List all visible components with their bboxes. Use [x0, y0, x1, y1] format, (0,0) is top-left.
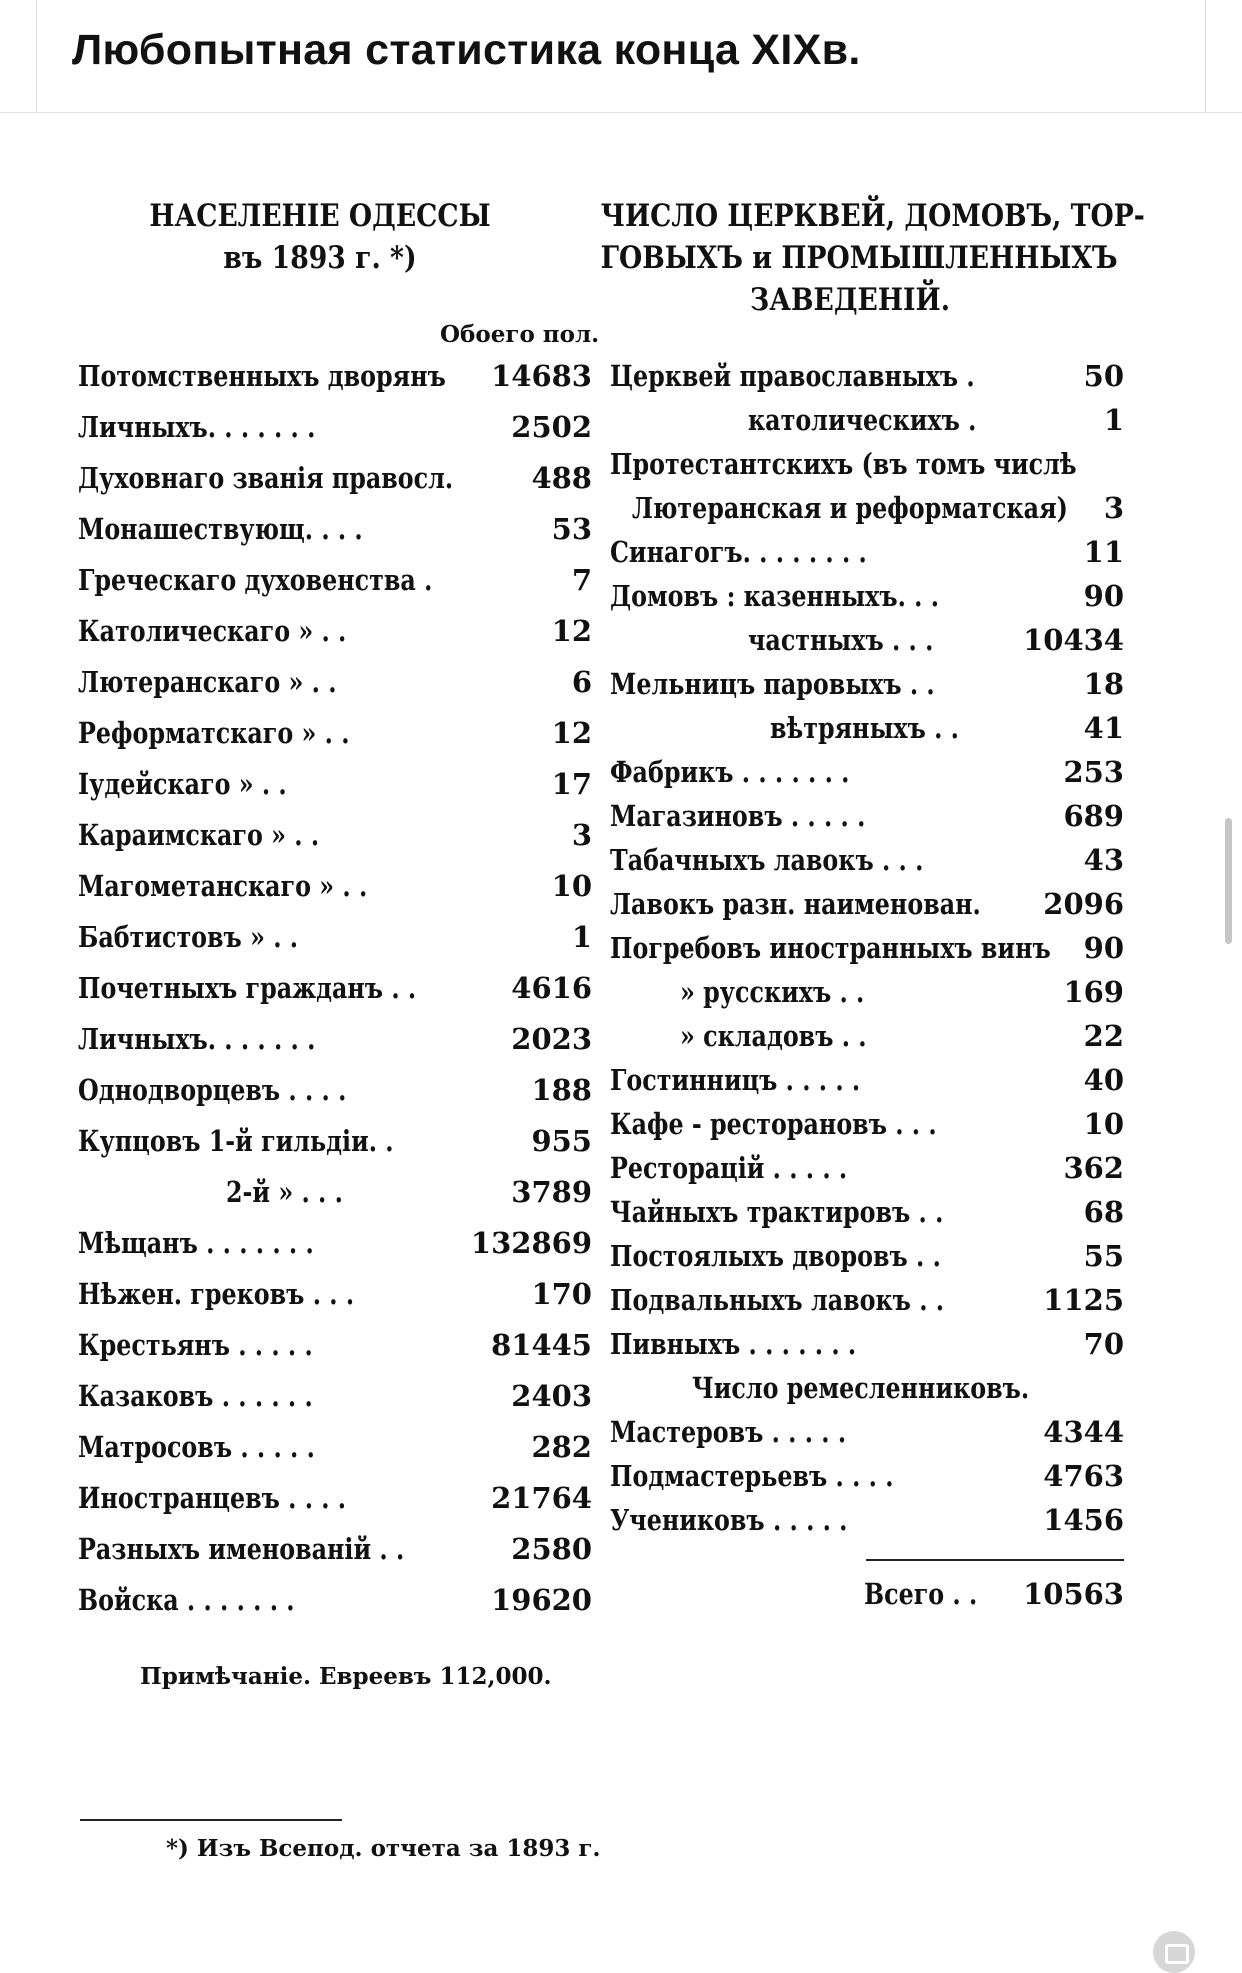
right-row-value: 169 — [1063, 975, 1124, 1009]
left-row-0 — [78, 359, 592, 403]
right-row-value: 90 — [1083, 931, 1124, 965]
right-row-label: » русскихъ . . — [680, 975, 865, 1009]
right-row-12 — [610, 887, 1124, 931]
footnote-separator — [80, 1819, 342, 1821]
right-row-label: Протестантскихъ (въ томъ числѣ — [610, 447, 1077, 481]
left-note: Примѣчаніе. Евреевъ 112,000. — [140, 1663, 552, 1690]
left-row-22 — [78, 1481, 592, 1525]
crafts-row-label: Подмастерьевъ . . . . — [610, 1459, 894, 1493]
left-row-value: 3 — [571, 818, 592, 852]
right-row-15 — [610, 1019, 1124, 1063]
right-row-16 — [610, 1063, 1124, 1107]
right-row-8 — [610, 711, 1124, 755]
left-row-value: 2502 — [511, 410, 592, 444]
left-row-10 — [78, 869, 592, 913]
left-row-value: 17 — [551, 767, 592, 801]
left-row-label: Іудейскаго » . . — [78, 767, 287, 801]
right-row-value: 18 — [1083, 667, 1124, 701]
right-row-20 — [610, 1239, 1124, 1283]
footnote: *) Изъ Всепод. отчета за 1893 г. — [166, 1835, 601, 1862]
right-row-label: » складовъ . . — [680, 1019, 867, 1053]
right-heading-line2: ГОВЫХЪ и ПРОМЫШЛЕННЫХЪ — [600, 240, 1118, 276]
left-row-5 — [78, 614, 592, 658]
left-row-label: Потомственныхъ дворянъ — [78, 359, 446, 393]
crafts-row-label: Учениковъ . . . . . — [610, 1503, 848, 1537]
left-row-label: Личныхъ. . . . . . . — [78, 410, 316, 444]
left-row-23 — [78, 1532, 592, 1576]
left-row-label: Войска . . . . . . . — [78, 1583, 295, 1617]
right-row-label: Домовъ : казенныхъ. . . — [610, 579, 939, 613]
left-row-value: 19620 — [491, 1583, 592, 1617]
left-row-label: Личныхъ. . . . . . . — [78, 1022, 316, 1056]
left-row-19 — [78, 1328, 592, 1372]
left-row-11 — [78, 920, 592, 964]
crafts-row-value: 4344 — [1043, 1415, 1124, 1449]
left-row-value: 53 — [551, 512, 592, 546]
right-row-label: Лавокъ разн. наименован. — [610, 887, 981, 921]
right-row-value: 3 — [1103, 491, 1124, 525]
right-row-label: Мельницъ паровыхъ . . — [610, 667, 935, 701]
right-heading-line3: ЗАВЕДЕНІЙ. — [750, 282, 950, 318]
left-row-label: Казаковъ . . . . . . — [78, 1379, 313, 1413]
left-row-label: Нѣжен. грековъ . . . — [78, 1277, 355, 1311]
right-row-label: частныхъ . . . — [748, 623, 934, 657]
right-row-13 — [610, 931, 1124, 975]
left-row-value: 14683 — [491, 359, 592, 393]
right-row-label: Погребовъ иностранныхъ винъ — [610, 931, 1051, 965]
left-row-label: Духовнаго званія правосл. — [78, 461, 454, 495]
right-row-value: 10434 — [1023, 623, 1124, 657]
left-row-16 — [78, 1175, 592, 1219]
crafts-row-label: Мастеровъ . . . . . — [610, 1415, 847, 1449]
right-row-18 — [610, 1151, 1124, 1195]
left-row-20 — [78, 1379, 592, 1423]
left-row-label: Греческаго духовенства . — [78, 563, 433, 597]
crafts-row-value: 1456 — [1043, 1503, 1124, 1537]
crafts-heading: Число ремесленниковъ. — [692, 1371, 1030, 1405]
right-row-3 — [610, 491, 1124, 535]
left-row-value: 2580 — [511, 1532, 592, 1566]
right-row-value: 90 — [1083, 579, 1124, 613]
left-row-value: 6 — [571, 665, 592, 699]
right-row-value: 70 — [1083, 1327, 1124, 1361]
right-row-value: 68 — [1083, 1195, 1124, 1229]
left-row-label: 2-й » . . . — [226, 1175, 343, 1209]
left-row-value: 4616 — [511, 971, 592, 1005]
right-row-9 — [610, 755, 1124, 799]
left-row-3 — [78, 512, 592, 556]
left-row-value: 488 — [531, 461, 592, 495]
crafts-heading-row — [610, 1371, 1124, 1415]
right-row-14 — [610, 975, 1124, 1019]
right-row-22 — [610, 1327, 1124, 1371]
right-row-label: Чайныхъ трактировъ . . — [610, 1195, 944, 1229]
left-row-value: 955 — [531, 1124, 592, 1158]
right-row-value: 50 — [1083, 359, 1124, 393]
right-row-label: Церквей православныхъ . — [610, 359, 975, 393]
left-row-label: Мѣщанъ . . . . . . . — [78, 1226, 314, 1260]
right-row-label: католическихъ . — [748, 403, 977, 437]
left-row-value: 282 — [531, 1430, 592, 1464]
right-heading-line1: ЧИСЛО ЦЕРКВЕЙ, ДОМОВЪ, ТОР- — [600, 198, 1145, 234]
post-title: Любопытная статистика конца XIXв. — [72, 26, 861, 74]
left-row-1 — [78, 410, 592, 454]
right-row-label: Фабрикъ . . . . . . . — [610, 755, 850, 789]
right-row-1 — [610, 403, 1124, 447]
left-row-13 — [78, 1022, 592, 1066]
left-row-value: 1 — [571, 920, 592, 954]
total-row — [610, 1577, 1124, 1621]
left-row-21 — [78, 1430, 592, 1474]
left-row-17 — [78, 1226, 592, 1270]
right-heading — [600, 195, 1145, 321]
right-row-4 — [610, 535, 1124, 579]
crafts-row-1 — [610, 1459, 1124, 1503]
left-row-value: 132869 — [470, 1226, 592, 1260]
left-row-label: Крестьянъ . . . . . — [78, 1328, 313, 1362]
header-left-border — [36, 0, 37, 112]
left-heading-line2: въ 1893 г. *) — [223, 240, 417, 276]
left-row-label: Караимскаго » . . — [78, 818, 320, 852]
left-row-value: 7 — [571, 563, 592, 597]
left-row-value: 81445 — [491, 1328, 592, 1362]
left-row-7 — [78, 716, 592, 760]
right-row-7 — [610, 667, 1124, 711]
left-row-value: 170 — [531, 1277, 592, 1311]
right-row-label: Ресторацій . . . . . — [610, 1151, 848, 1185]
right-row-value: 253 — [1063, 755, 1124, 789]
right-row-label: Гостинницъ . . . . . — [610, 1063, 861, 1097]
right-row-value: 10 — [1083, 1107, 1124, 1141]
right-row-label: Лютеранская и реформатская) — [632, 491, 1068, 525]
right-row-value: 40 — [1083, 1063, 1124, 1097]
left-heading-line1: НАСЕЛЕНІЕ ОДЕССЫ — [149, 198, 491, 234]
crafts-row-value: 4763 — [1043, 1459, 1124, 1493]
scanned-page — [0, 113, 1242, 1913]
left-row-label: Однодворцевъ . . . . — [78, 1073, 347, 1107]
left-row-12 — [78, 971, 592, 1015]
left-row-4 — [78, 563, 592, 607]
left-row-6 — [78, 665, 592, 709]
right-row-value: 1 — [1103, 403, 1124, 437]
left-row-15 — [78, 1124, 592, 1168]
left-row-value: 3789 — [511, 1175, 592, 1209]
left-row-label: Купцовъ 1-й гильдіи. . — [78, 1124, 394, 1158]
right-row-label: Магазиновъ . . . . . — [610, 799, 866, 833]
left-row-value: 12 — [551, 614, 592, 648]
right-row-value: 41 — [1083, 711, 1124, 745]
left-row-label: Разныхъ именованій . . — [78, 1532, 405, 1566]
right-row-label: вѣтряныхъ . . — [770, 711, 959, 745]
left-row-label: Монашествующ. . . . — [78, 512, 363, 546]
left-row-8 — [78, 767, 592, 811]
right-row-label: Синагогъ. . . . . . . . — [610, 535, 867, 569]
left-row-2 — [78, 461, 592, 505]
right-row-value: 22 — [1083, 1019, 1124, 1053]
total-value: 10563 — [1023, 1577, 1124, 1611]
left-row-18 — [78, 1277, 592, 1321]
left-row-value: 188 — [531, 1073, 592, 1107]
left-heading — [148, 195, 492, 279]
left-row-label: Католическаго » . . — [78, 614, 347, 648]
post-header — [0, 0, 1242, 112]
watermark-icon — [1153, 1931, 1195, 1973]
right-row-label: Постоялыхъ дворовъ . . — [610, 1239, 941, 1273]
left-subheading: Обоего пол. — [440, 321, 600, 348]
right-row-19 — [610, 1195, 1124, 1239]
left-row-label: Лютеранскаго » . . — [78, 665, 337, 699]
right-row-label: Табачныхъ лавокъ . . . — [610, 843, 924, 877]
left-row-14 — [78, 1073, 592, 1117]
crafts-row-0 — [610, 1415, 1124, 1459]
right-row-value: 362 — [1063, 1151, 1124, 1185]
scrollbar-thumb[interactable] — [1225, 818, 1232, 944]
left-row-value: 12 — [551, 716, 592, 750]
right-row-value: 689 — [1063, 799, 1124, 833]
right-row-value: 55 — [1083, 1239, 1124, 1273]
right-row-21 — [610, 1283, 1124, 1327]
crafts-row-2 — [610, 1503, 1124, 1547]
right-row-value: 1125 — [1043, 1283, 1124, 1317]
left-row-label: Реформатскаго » . . — [78, 716, 350, 750]
right-row-2 — [610, 447, 1124, 491]
right-row-11 — [610, 843, 1124, 887]
right-row-5 — [610, 579, 1124, 623]
right-row-6 — [610, 623, 1124, 667]
right-row-label: Пивныхъ . . . . . . . — [610, 1327, 857, 1361]
right-row-value: 11 — [1083, 535, 1124, 569]
total-separator — [866, 1559, 1124, 1561]
right-row-value: 2096 — [1043, 887, 1124, 921]
right-row-label: Подвальныхъ лавокъ . . — [610, 1283, 945, 1317]
left-row-label: Иностранцевъ . . . . — [78, 1481, 347, 1515]
left-row-label: Матросовъ . . . . . — [78, 1430, 315, 1464]
right-row-value: 43 — [1083, 843, 1124, 877]
left-row-value: 21764 — [491, 1481, 592, 1515]
right-row-10 — [610, 799, 1124, 843]
left-row-label: Почетныхъ гражданъ . . — [78, 971, 417, 1005]
left-row-value: 2023 — [511, 1022, 592, 1056]
left-row-value: 2403 — [511, 1379, 592, 1413]
left-row-label: Магометанскаго » . . — [78, 869, 368, 903]
left-row-label: Бабтистовъ » . . — [78, 920, 299, 954]
right-row-17 — [610, 1107, 1124, 1151]
right-row-0 — [610, 359, 1124, 403]
left-row-value: 10 — [551, 869, 592, 903]
left-row-24 — [78, 1583, 592, 1627]
right-row-label: Кафе - ресторановъ . . . — [610, 1107, 937, 1141]
total-label: Всего . . — [864, 1577, 978, 1611]
header-right-border — [1205, 0, 1206, 112]
left-row-9 — [78, 818, 592, 862]
